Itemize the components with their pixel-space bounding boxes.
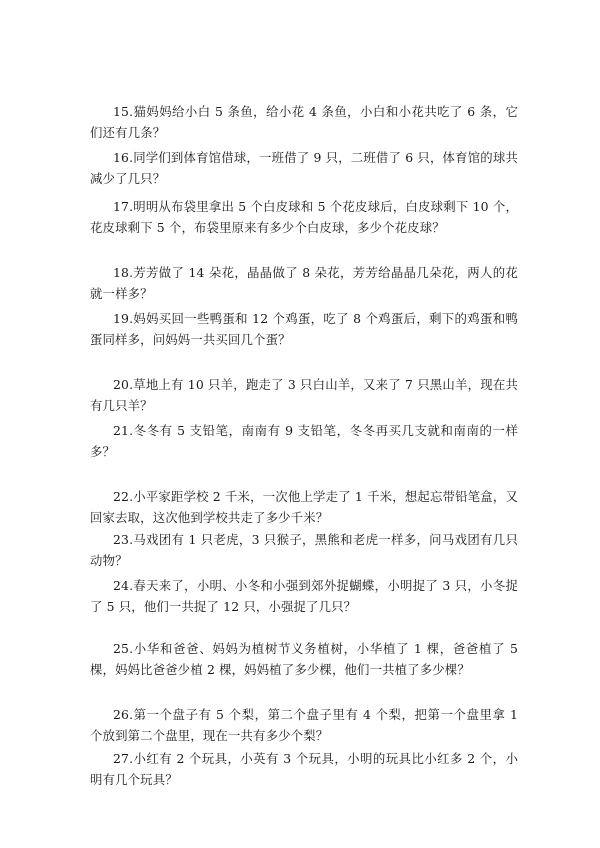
problem-17: 17.明明从布袋里拿出 5 个白皮球和 5 个花皮球后，白皮球剩下 10 个，花皮球剩下 5 个，布袋里原来有多少个白皮球，多少个花皮球？ (90, 199, 518, 235)
problem-24: 24.春天来了，小明、小冬和小强到郊外捉蝴蝶，小明捉了 3 只，小冬捉了 5 只，他们一共捉了 12 只，小强捉了几只？ (90, 578, 518, 614)
problem-21: 21.冬冬有 5 支铅笔，南南有 9 支铅笔，冬冬再买几支就和南南的一样多？ (90, 423, 518, 459)
problem-19: 19.妈妈买回一些鸭蛋和 12 个鸡蛋，吃了 8 个鸡蛋后，剩下的鸡蛋和鸭蛋同样多，问妈妈一共买回几个蛋？ (90, 311, 518, 347)
problem-18: 18.芳芳做了 14 朵花，晶晶做了 8 朵花，芳芳给晶晶几朵花，两人的花就一样多？ (90, 265, 518, 301)
problem-16: 16.同学们到体育馆借球，一班借了 9 只，二班借了 6 只，体育馆的球共减少了几只？ (90, 150, 518, 186)
problem-20: 20.草地上有 10 只羊，跑走了 3 只白山羊，又来了 7 只黑山羊，现在共有几只羊？ (90, 377, 518, 413)
problem-22: 22.小平家距学校 2 千米，一次他上学走了 1 千米，想起忘带铅笔盒，又回家去取，这次他到学校共走了多少千米？ (90, 489, 518, 525)
problem-26: 26.第一个盘子有 5 个梨，第二个盘子里有 4 个梨，把第一个盘里拿 1 个放到第二个盘里，现在一共有多少个梨？ (90, 707, 518, 743)
problem-23: 23.马戏团有 1 只老虎，3 只猴子，黑熊和老虎一样多，问马戏团有几只动物？ (90, 532, 518, 568)
problem-15: 15.猫妈妈给小白 5 条鱼，给小花 4 条鱼，小白和小花共吃了 6 条，它们还有几条？ (90, 104, 518, 140)
problem-25: 25.小华和爸爸、妈妈为植树节义务植树，小华植了 1 棵，爸爸植了 5 棵，妈妈比爸爸少植 2 棵，妈妈植了多少棵，他们一共植了多少棵？ (90, 641, 518, 677)
problem-27: 27.小红有 2 个玩具，小英有 3 个玩具，小明的玩具比小红多 2 个，小明有几个玩具？ (90, 751, 518, 787)
